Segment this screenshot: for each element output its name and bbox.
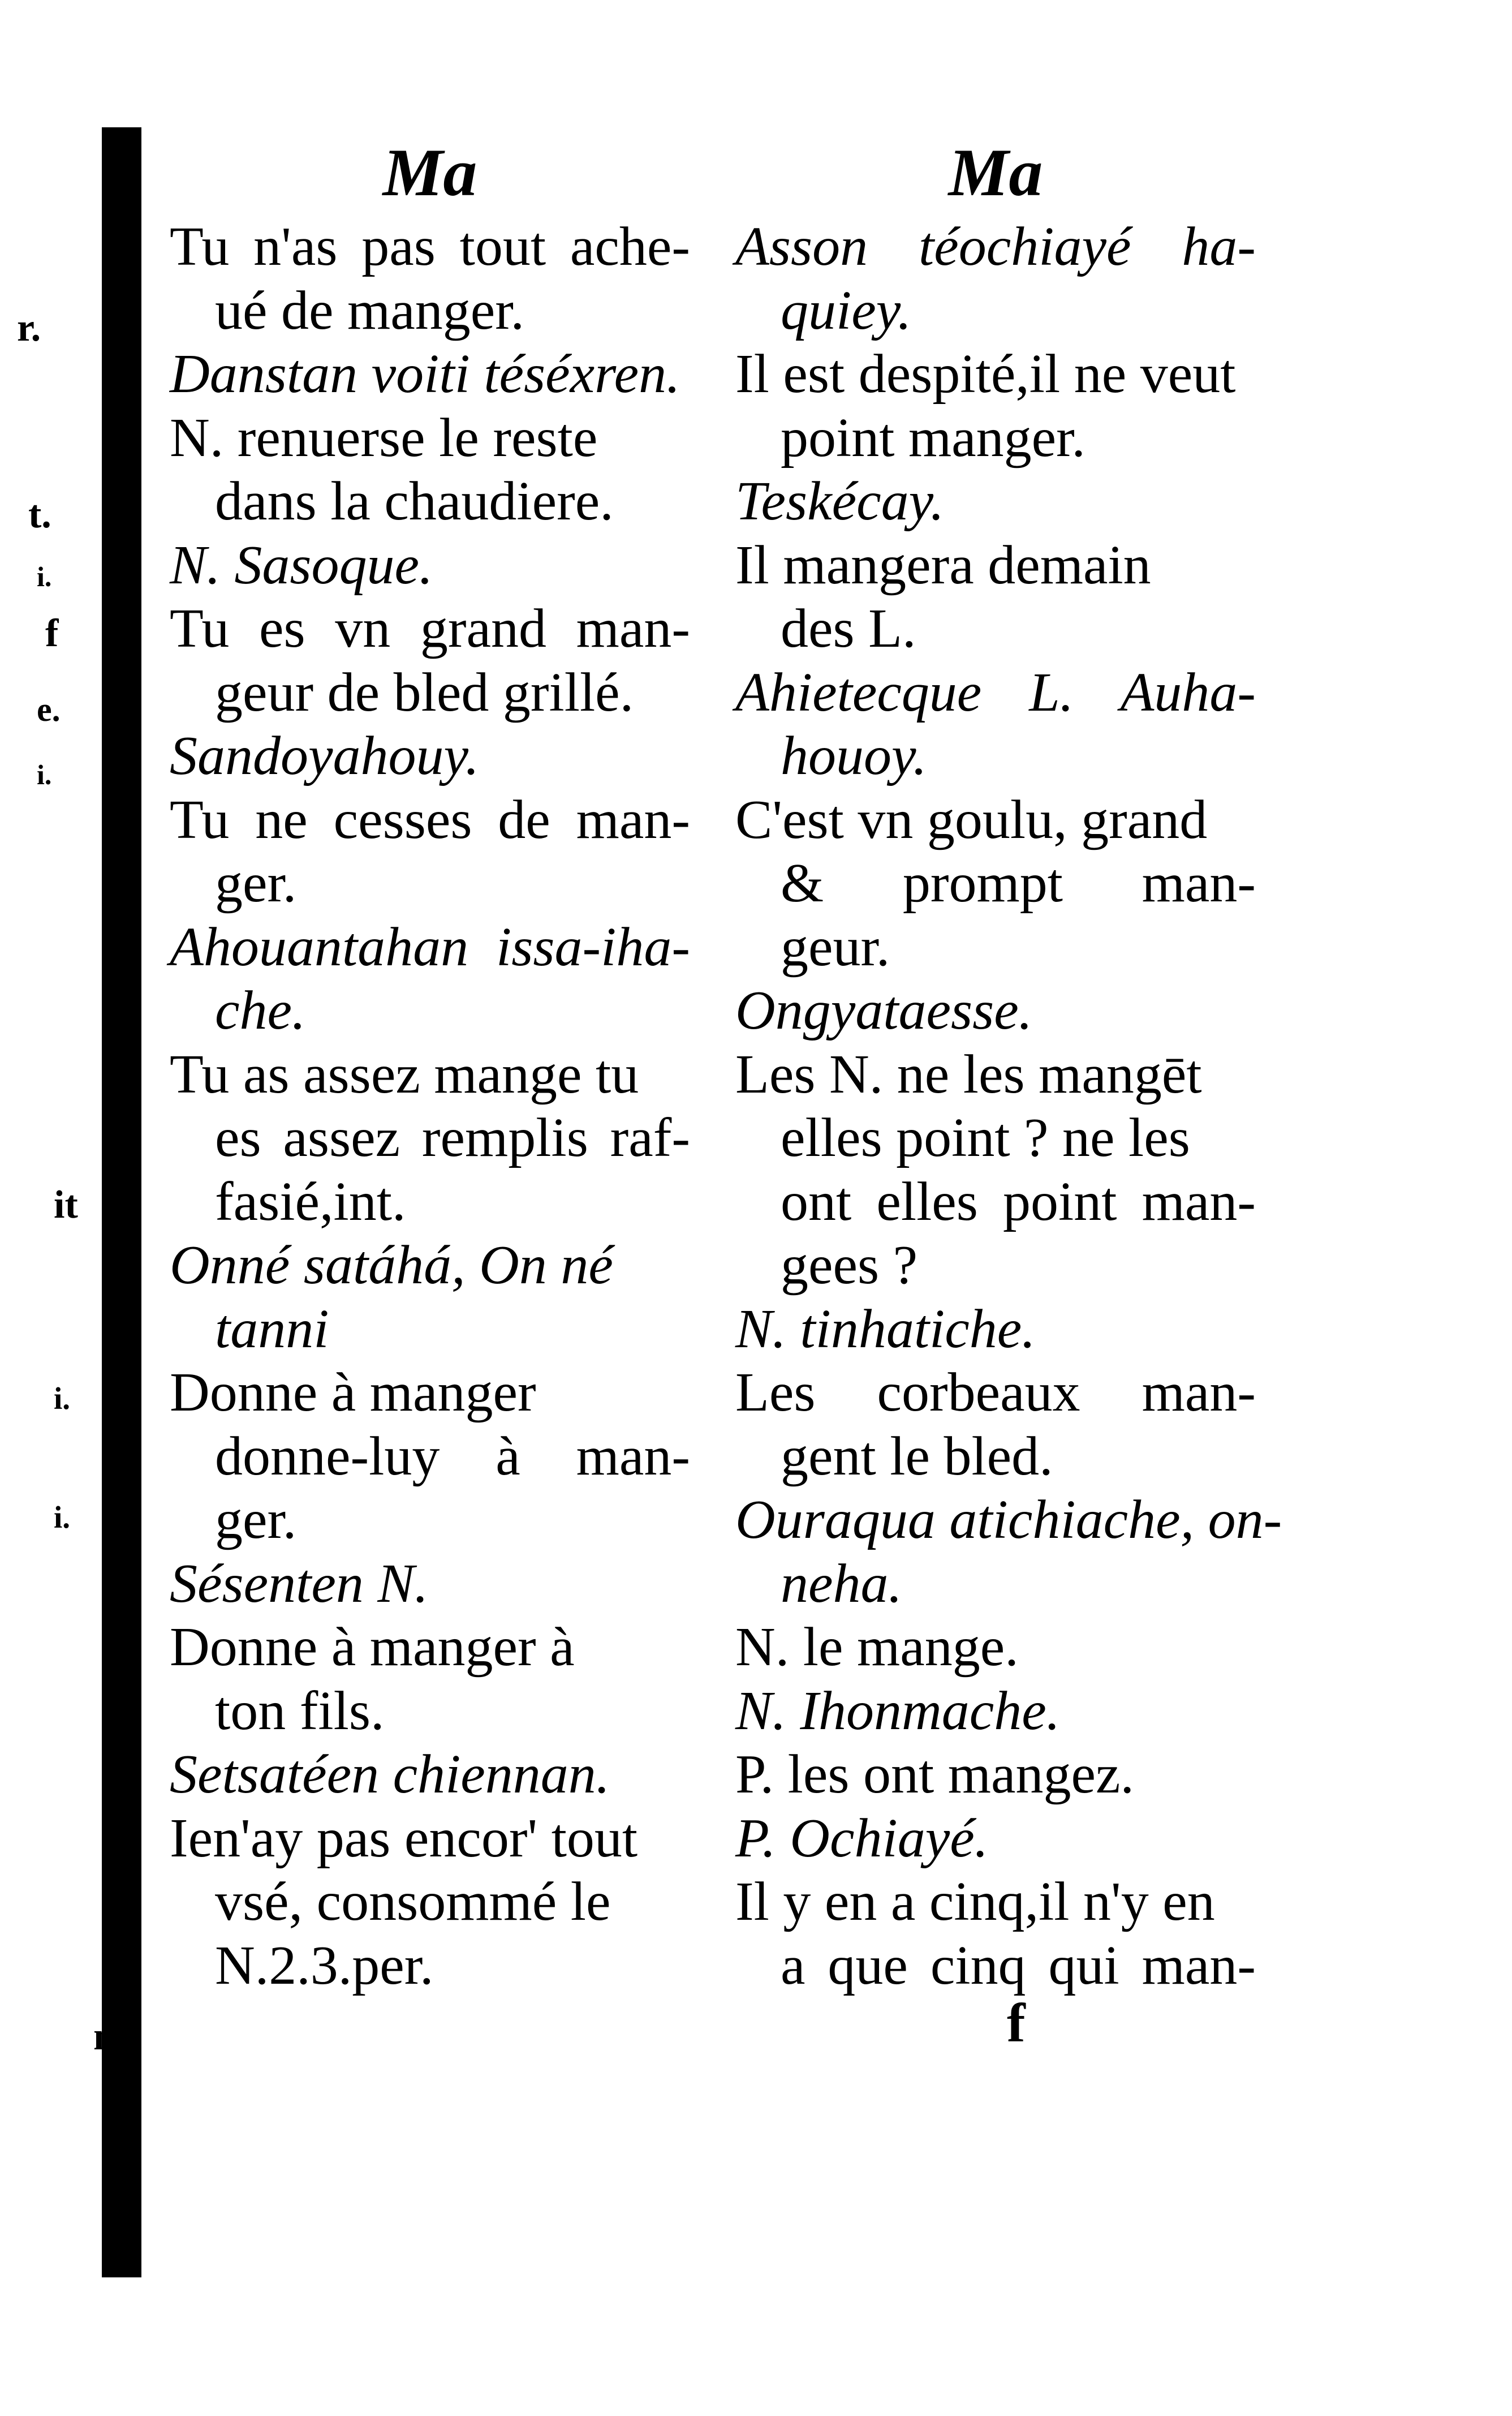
text-line: Tu ne cesses de man- — [170, 789, 690, 850]
text-line: ué de manger. — [215, 280, 524, 341]
text-line: Tu n'as pas tout ache- — [170, 216, 690, 277]
text-line: tanni — [215, 1298, 329, 1360]
text-line: Ahietecque L. Auha- — [735, 661, 1256, 723]
margin-fragment: it — [54, 1183, 78, 1227]
left-column — [170, 130, 690, 1997]
margin-fragment: i. — [37, 759, 52, 790]
text-line: Il est despité,il ne veut — [735, 343, 1236, 405]
text-line: Tu as assez mange tu — [170, 1043, 639, 1105]
right-column-header: Ma — [948, 135, 1043, 210]
text-line: donne-luy à man- — [215, 1425, 690, 1487]
text-line: gees ? — [781, 1235, 918, 1296]
text-line: Danstan voiti téséxren. — [170, 343, 680, 405]
text-line: ton fils. — [215, 1680, 385, 1742]
margin-fragment: i. — [54, 1500, 71, 1534]
right-column — [735, 130, 1282, 1997]
text-line: elles point ? ne les — [781, 1107, 1190, 1168]
text-line: Sésenten N. — [170, 1553, 429, 1614]
text-line: Donne à manger — [170, 1362, 536, 1423]
text-line: P. Ochiayé. — [735, 1807, 989, 1869]
margin-fragment: n — [93, 2015, 115, 2058]
margin-fragment: f — [45, 612, 59, 655]
text-line: quiey. — [781, 280, 912, 341]
text-line: houoy. — [781, 725, 927, 786]
text-line: N. Ihonmache. — [735, 1680, 1061, 1742]
text-line: Il y en a cinq,il n'y en — [735, 1871, 1215, 1932]
text-line: Ouraqua atichiache, on- — [735, 1489, 1282, 1550]
left-column-lines — [170, 215, 690, 1997]
margin-fragment: r. — [17, 306, 41, 350]
text-line: geur. — [781, 916, 890, 978]
text-line: ger. — [215, 853, 297, 914]
text-line: vsé, consommé le — [215, 1871, 611, 1932]
text-line: fasié,int. — [215, 1171, 406, 1232]
text-line: ont elles point man- — [781, 1171, 1256, 1232]
text-line: Ien'ay pas encor' tout — [170, 1807, 638, 1869]
text-line: Il mangera demain — [735, 534, 1151, 596]
text-line: N. tinhatiche. — [735, 1298, 1036, 1360]
left-column-header: Ma — [382, 135, 477, 210]
text-line: des L. — [781, 598, 916, 659]
text-line: Teskécay. — [735, 471, 945, 532]
text-line: geur de bled grillé. — [215, 661, 634, 723]
margin-fragment: t. — [28, 493, 51, 536]
text-line: Les N. ne les mangēt — [735, 1043, 1202, 1105]
text-line: neha. — [781, 1553, 902, 1614]
text-line: Ongyataesse. — [735, 980, 1033, 1041]
text-line: & prompt man- — [781, 853, 1256, 914]
text-line: N. renuerse le reste — [170, 407, 598, 468]
text-line: es assez remplis raf- — [215, 1107, 690, 1168]
text-line: N.2.3.per. — [215, 1934, 434, 1996]
text-line: C'est vn goulu, grand — [735, 789, 1208, 850]
text-line: ger. — [215, 1489, 297, 1550]
text-line: Les corbeaux man- — [735, 1362, 1256, 1423]
text-line: N. Sasoque. — [170, 534, 433, 596]
text-line: point manger. — [781, 407, 1085, 468]
text-line: gent le bled. — [781, 1425, 1053, 1487]
margin-fragment: i. — [54, 1381, 71, 1416]
text-line: Asson téochiayé ha- — [735, 216, 1256, 277]
text-line: P. les ont mangez. — [735, 1744, 1134, 1805]
text-line: a que cinq qui man- — [781, 1934, 1256, 1996]
margin-fragment: i. — [37, 561, 52, 592]
left-margin-fragments — [11, 0, 115, 2416]
text-line: che. — [215, 980, 306, 1041]
margin-fragment: e. — [37, 691, 61, 728]
text-line: Onné satáhá, On né — [170, 1235, 613, 1296]
binding-shadow — [102, 127, 141, 2277]
text-line: Donne à manger à — [170, 1617, 575, 1678]
text-line: Setsatéen chiennan. — [170, 1744, 610, 1805]
right-column-lines — [735, 215, 1282, 1997]
text-line: N. le mange. — [735, 1617, 1019, 1678]
text-line: Ahouantahan issa-iha- — [170, 916, 690, 978]
catchword: f — [1007, 1993, 1026, 2054]
text-line: Sandoyahouy. — [170, 725, 480, 786]
text-line: dans la chaudiere. — [215, 471, 614, 532]
text-line: Tu es vn grand man- — [170, 598, 690, 659]
